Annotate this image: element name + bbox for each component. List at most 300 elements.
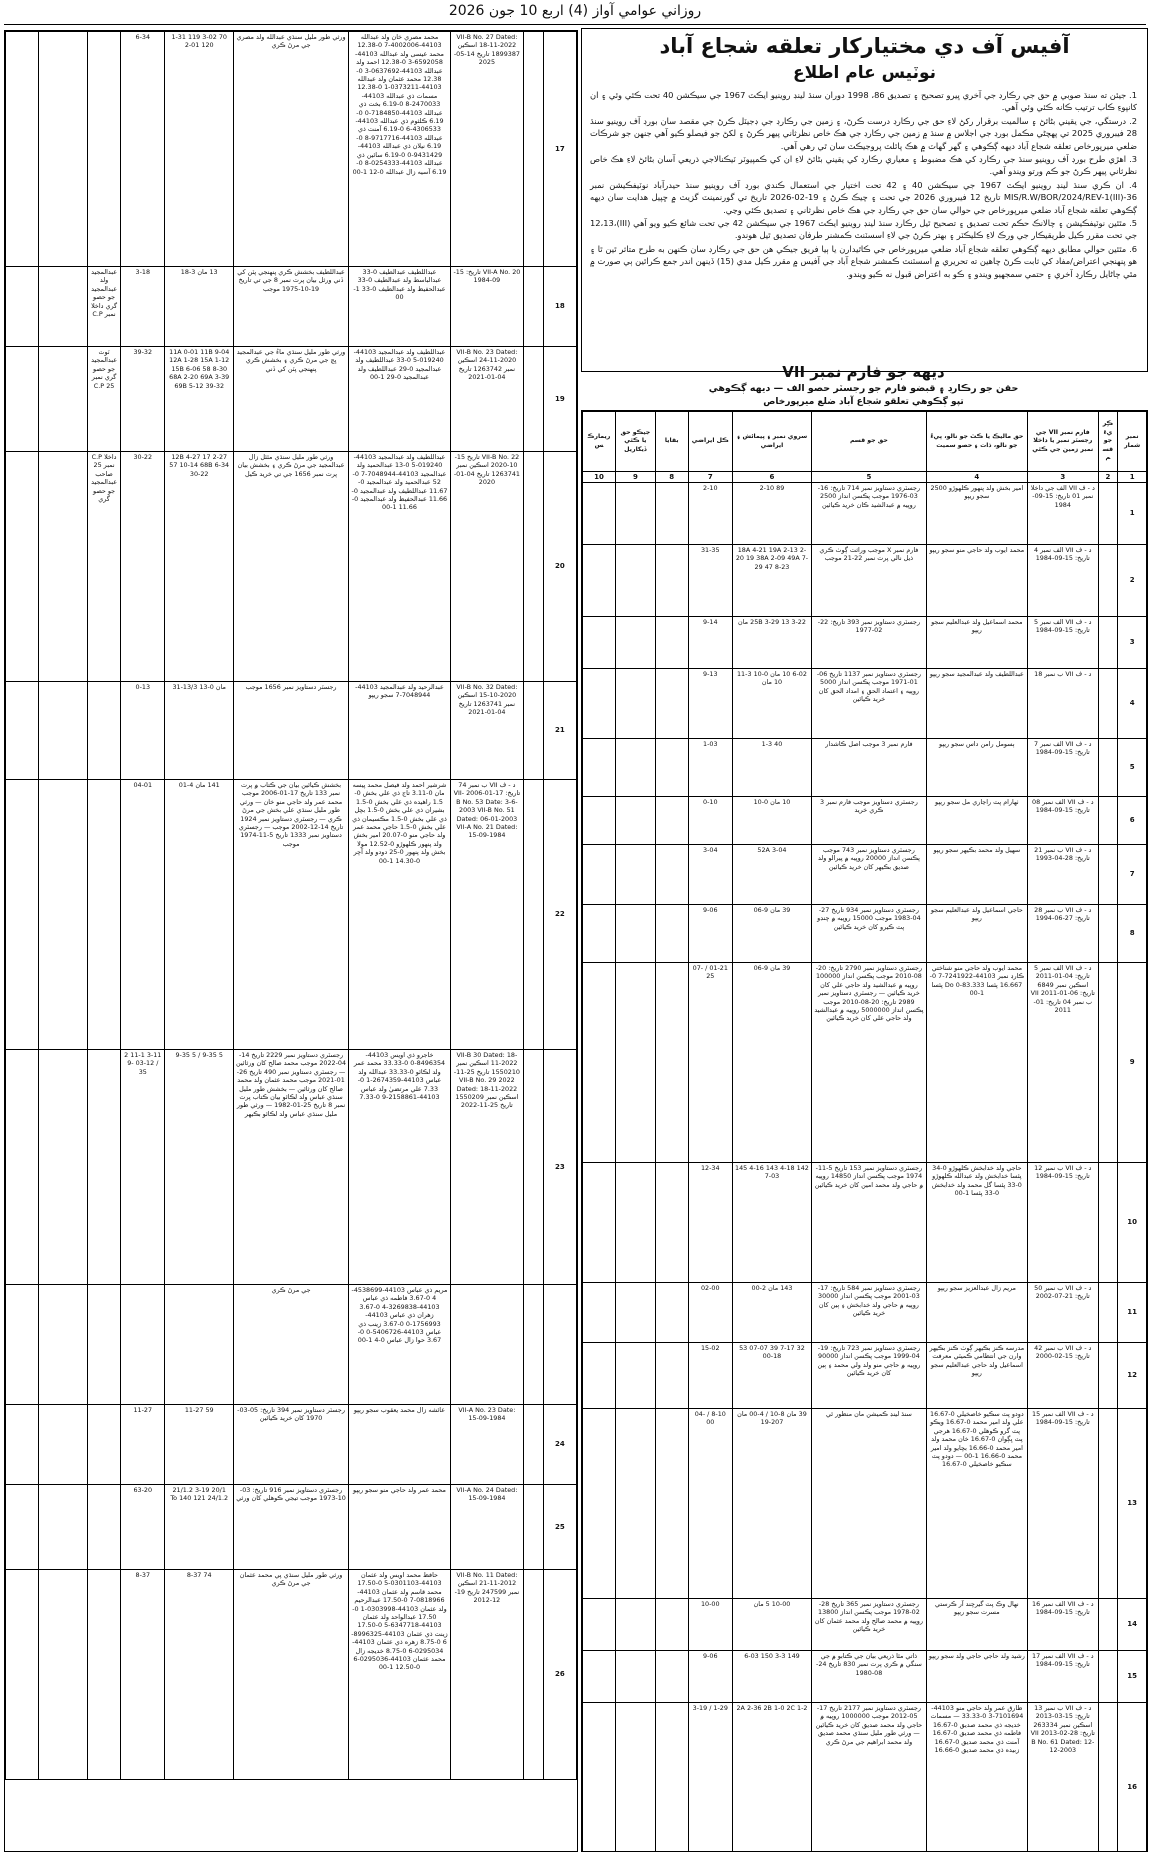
cell-col-9 bbox=[39, 682, 88, 780]
cell-area: 01-21 / 07-25 bbox=[688, 963, 732, 1163]
cell-survey: 40 1-3 bbox=[732, 739, 811, 797]
form-heading bbox=[581, 362, 1146, 409]
cell-right-type: رجسٽري دستاويز نمبر 916 تاريخ: 03-10-1973 موجب تيجي ڪوهلي کان ورثي bbox=[234, 1485, 349, 1570]
cell-col-9 bbox=[39, 1405, 88, 1485]
table-row bbox=[6, 1405, 577, 1485]
cell-col-2 bbox=[1098, 739, 1118, 797]
cell-col-8 bbox=[87, 682, 120, 780]
newspaper-masthead: روزاني عوامي آواز (4) اربع 10 جون 2026 bbox=[448, 3, 702, 19]
cell-remarks bbox=[583, 1703, 616, 1853]
cell-col-8 bbox=[655, 1283, 688, 1343]
column-number: 10 bbox=[583, 472, 616, 483]
cell-col-8: عبدالمجيد ولد عبدالمجيد جو حصو گري داخلا نمبر C.P bbox=[87, 267, 120, 347]
cell-col-8 bbox=[87, 1050, 120, 1285]
cell-col-2 bbox=[523, 1405, 543, 1485]
row-number: 5 bbox=[1118, 739, 1147, 797]
cell-right-type: سنڌ لينڊ ڪميشن مان منظور ٿي bbox=[812, 1409, 927, 1599]
table-row bbox=[583, 1343, 1147, 1409]
cell-remarks bbox=[6, 780, 39, 1050]
register-table-left bbox=[4, 30, 578, 1852]
cell-col-9 bbox=[616, 905, 656, 963]
cell-owner: مدرسه ڪنز بڪيهر ڳوٺ ڪنز بڪيهر وارن جي انتظامي ڪميٽي معرفت اسماعيل ولد حاجي عبدالعليم سجو ريپو bbox=[926, 1343, 1027, 1409]
cell-register-entry: VII-B No. 23 Dated: 24-11-2020 اسڪين نمبر 1263742 تاريخ 04-01-2021 bbox=[450, 347, 523, 452]
register-table bbox=[582, 411, 1147, 1852]
table-row bbox=[583, 483, 1147, 545]
cell-col-2 bbox=[523, 682, 543, 780]
cell-right-type: رجسٽري دستاويز نمبر 2177 تاريخ 17-05-2012 موجب 1000000 روپيه ۾ حاجي ولد محمد صديق کان خريد ڪيائين — ورثي طور مليل سنڌي محمد صديق ولد محمد ابراهيم جي مرڻ ڪري bbox=[812, 1703, 927, 1853]
cell-col-2 bbox=[523, 780, 543, 1050]
cell-area: 1-03 bbox=[688, 739, 732, 797]
row-number: 10 bbox=[1118, 1163, 1147, 1283]
cell-col-2 bbox=[523, 267, 543, 347]
form-title: ديهه جو فارم نمبر VII bbox=[782, 363, 945, 381]
cell-register-entry: د - ف VII ب نمبر 18 bbox=[1028, 669, 1099, 739]
cell-col-8 bbox=[655, 669, 688, 739]
row-number: 25 bbox=[543, 1485, 576, 1570]
cell-remarks bbox=[583, 483, 616, 545]
cell-area: 6-34 bbox=[121, 32, 165, 267]
row-number: 17 bbox=[543, 32, 576, 267]
cell-owner: مريم زال عبدالعزيز سجو ريپو bbox=[926, 1283, 1027, 1343]
column-header: ريمارڪس bbox=[583, 412, 616, 472]
cell-area: 2-10 bbox=[688, 483, 732, 545]
table-row bbox=[583, 845, 1147, 905]
cell-right-type: رجسٽري دستاويز نمبر 2229 تاريخ 14-04-2022 موجب محمد صالح کان ورثائين — رجسٽري دستاويز نمبر 490 تاريخ 26-01-2021 موجب محمد عثمان ولد محمد صالح کان ورثائين — بخشش طور مليل سنڌي عباس ولد لڪائو بيان ڪتاب پرت نمبر 8 تاريخ 25-01-1982 — ورثي طور مليل سنڌي عباس ولد لڪائو بڪيهر bbox=[234, 1050, 349, 1285]
cell-remarks bbox=[6, 1050, 39, 1285]
cell-col-2 bbox=[523, 1570, 543, 1780]
cell-survey: 149 3-3 150 6-03 bbox=[732, 1651, 811, 1703]
cell-col-9 bbox=[616, 963, 656, 1163]
cell-col-8 bbox=[655, 545, 688, 617]
notice-title: آفيس آف دي مختياركار تعلقه شجاع آباد bbox=[659, 34, 1070, 58]
cell-col-8 bbox=[87, 1405, 120, 1485]
row-number: 15 bbox=[1118, 1651, 1147, 1703]
row-number: 8 bbox=[1118, 905, 1147, 963]
row-number: 23 bbox=[543, 1050, 576, 1285]
cell-col-9 bbox=[616, 739, 656, 797]
cell-col-8 bbox=[87, 1485, 120, 1570]
cell-register-entry: VII-B No. 32 Dated: 15-10-2020 اسڪين نمبر 1263741 تاريخ 04-01-2021 bbox=[450, 682, 523, 780]
cell-col-2 bbox=[1098, 483, 1118, 545]
row-number: 22 bbox=[543, 780, 576, 1050]
column-header: نمبر شمار bbox=[1118, 412, 1147, 472]
cell-col-9 bbox=[39, 347, 88, 452]
cell-area: 3-11 11-1 2 / 03-12 9-35 bbox=[121, 1050, 165, 1285]
cell-col-9 bbox=[39, 452, 88, 682]
cell-survey: 89 2-10 bbox=[732, 483, 811, 545]
cell-area: 1-29 / 3-19 bbox=[688, 1703, 732, 1853]
cell-remarks bbox=[6, 1570, 39, 1780]
cell-register-entry: VII-B 30 Dated: 18-11-2022 اسڪين نمبر 1550210 تاريخ 25-11-2022 VII-B No. 29 Dated: 18-11-2022 اسڪين نمبر 1550209 تاريخ 25-11-2022 bbox=[450, 1050, 523, 1285]
cell-owner: حاجي اسماعيل ولد عبدالعليم سجو ريپو bbox=[926, 905, 1027, 963]
register-table-right bbox=[581, 410, 1148, 1852]
cell-col-8 bbox=[655, 845, 688, 905]
cell-register-entry: د - ف VII الف نمبر 16 تاريخ: 15-09-1984 bbox=[1028, 1599, 1099, 1651]
register-table-continued bbox=[5, 31, 577, 1780]
cell-owner: عبداللطيف ولد عبدالمجيد 44103-019240-5 0-33 عبداللطيف ولد عبدالمجيد 0-29 عبداللطيف ولد عبدالمجيد 0-29 1-00 bbox=[349, 347, 451, 452]
table-row bbox=[583, 963, 1147, 1163]
cell-col-2 bbox=[1098, 1651, 1118, 1703]
cell-right-type: رجسٽري دستاويز نمبر 365 تاريخ 28-02-1978 موجب پڪسن انداز 13800 روپيه ۾ محمد صالح ولد محمد عثمان کان خريد ڪيائين bbox=[812, 1599, 927, 1651]
cell-col-8 bbox=[87, 1570, 120, 1780]
cell-owner: عبداللطيف عبدالطيف 0-33 عبدالباسط ولد عبدالطيف 0-33 عبدالحفيظ ولد عبدالطيف 0-33 1-00 bbox=[349, 267, 451, 347]
column-number: 1 bbox=[1118, 472, 1147, 483]
cell-remarks bbox=[583, 1409, 616, 1599]
column-number: 7 bbox=[688, 472, 732, 483]
cell-remarks bbox=[6, 267, 39, 347]
cell-remarks bbox=[583, 1651, 616, 1703]
cell-survey: 59 11-27 bbox=[165, 1405, 234, 1485]
row-number: 13 bbox=[1118, 1409, 1147, 1599]
table-row bbox=[6, 1050, 577, 1285]
cell-area: 9-06 bbox=[688, 905, 732, 963]
row-number: 2 bbox=[1118, 545, 1147, 617]
table-row bbox=[6, 1485, 577, 1570]
cell-right-type: ورثي طور مليل سنڌي ماءُ جي عبدالمجيد ڀڄ جي مرڻ ڪري ۽ بخشش ڪري پنهنجي پٽن کي ڏني bbox=[234, 347, 349, 452]
cell-right-type: رجسٽري دستاويز نمبر 743 موجب پڪسن انداز 20000 روپيه ۾ پيرالو ولد صديق بڪيهر کان خريد ڪيائين bbox=[812, 845, 927, 905]
cell-right-type: فارم نمبر X موجب وراثت ڳوٺ ڪري ذيل نالي پرت نمبر 22-21 موجب bbox=[812, 545, 927, 617]
cell-survey: 18A 4-21 19A 2-13 2-20 19 38A 2-09 49A 7-29 47 8-23 bbox=[732, 545, 811, 617]
row-number: 7 bbox=[1118, 845, 1147, 905]
row-number: 6 bbox=[1118, 797, 1147, 845]
cell-col-2 bbox=[1098, 1409, 1118, 1599]
notice-paragraph: 2. درستگي، جي يقيني بڻائڻ ۽ سالميت برقرار رکڻ لاءِ حق جي رڪارڊ درست ڪرڻ، ۽ زمين جي رڪارڊ جي ڊجيٽل ڪرڻ جي مقصد سان بورڊ آف روينيو سنڌ 28 فيبروري 2025 تي پهچڻي مڪمل بورڊ جي اجلاس ۾ سنڌ ۾ زمين جي رڪارڊ جي هڪ خاص نظرثاني پيهر ڪرڻ ۽ لکڻ جو فيصلو ڪيو آهي جنهن جو شرڪات ضلعي ميرپورخاص تعلقه شجاع آباد ديهه ڳڪوهي ۽ گهر گهاٽ ۾ هڪ پائلٽ پروجيڪٽ سان ٿي رهي آهي. bbox=[590, 115, 1137, 151]
cell-col-2 bbox=[1098, 905, 1118, 963]
cell-col-8 bbox=[87, 32, 120, 267]
form-subtitle-1: حقن جو رڪارڊ ۽ قبضو فارم جو رجسٽر حصو الف — ديهه ڳڪوهي bbox=[708, 383, 1019, 394]
cell-survey: 20/1 3-19 21/1.2 24/1.2 121 To 140 bbox=[165, 1485, 234, 1570]
cell-register-entry: VII-B No. 27 Dated: 18-11-2022 اسڪين 1899387 تاريخ 14-05-2025 bbox=[450, 32, 523, 267]
cell-col-9 bbox=[616, 1343, 656, 1409]
cell-owner: نهال وڪ پٽ گيرچند آر ڪرستي مسرت سجو ريپو bbox=[926, 1599, 1027, 1651]
cell-col-2 bbox=[1098, 669, 1118, 739]
column-number: 9 bbox=[616, 472, 656, 483]
cell-col-8 bbox=[655, 963, 688, 1163]
cell-right-type: رجسٽر دستاويز نمبر 1656 موجب bbox=[234, 682, 349, 780]
cell-right-type: فارم نمبر 3 موجب اصل ڪاشدار bbox=[812, 739, 927, 797]
cell-right-type: رجسٽري دستاويز نمبر 584 تاريخ: 17-03-2001 موجب پڪسن انداز 30000 روپيه ۾ حاجي ولد خدابخش ۽ ٻين کان خريد ڪيائين bbox=[812, 1283, 927, 1343]
cell-owner: محمد ايوب ولد حاجي منو شناختي ڪارڊ نمبر 44103-7241922-7 0-16.667 پئسا Do 0-83.333 پئسا 1-00 bbox=[926, 963, 1027, 1163]
public-notice bbox=[581, 28, 1148, 372]
cell-survey: 74 8-37 bbox=[165, 1570, 234, 1780]
cell-col-9 bbox=[616, 797, 656, 845]
cell-owner: ظارق عمر ولد حاجي منو 44103-7101694-3 0-33.33 — مسمات خديجه ذي محمد صديق 0-16.67 فاطمه ذي محمد صديق 0-16.67 آمنت ذي محمد صديق 0-16.67 زبيده ذي محمد صديق 0-16.66 bbox=[926, 1703, 1027, 1853]
cell-col-2 bbox=[1098, 1599, 1118, 1651]
cell-remarks bbox=[583, 1599, 616, 1651]
cell-remarks bbox=[583, 1343, 616, 1409]
cell-owner: عبدالرحيد ولد عبدالمجيد 44103-7048944-7 سجو ريپو bbox=[349, 682, 451, 780]
cell-col-9 bbox=[616, 1283, 656, 1343]
cell-col-9 bbox=[616, 845, 656, 905]
cell-owner: حافظ محمد اويس ولد عثمان 44103-0301103-5 0-17.50 محمد قاسم ولد عثمان 44103-0818966-7 0-17.50 عبدالرحيم ولد عثمان 44103-0303998-1 0-17.50 عبدالواحد ولد عثمان 44103-6347718-5 0-17.50 زينت ذي عثمان 44103-8996325-6 0-8.75 زهره ذي عثمان 44103-0295034-6 0-8.75 خديجه زال محمد عثمان 44103-0295036-6 0-12.50 1-00 bbox=[349, 1570, 451, 1780]
cell-col-2 bbox=[1098, 1283, 1118, 1343]
cell-col-8 bbox=[655, 1163, 688, 1283]
cell-survey: 143 مان 2-00 bbox=[732, 1283, 811, 1343]
cell-owner: محمد ايوب ولد حاجي منو سجو ريپو bbox=[926, 545, 1027, 617]
cell-area: 31-35 bbox=[688, 545, 732, 617]
cell-owner: محمد اسماعيل ولد عبدالعليم سجو ريپو bbox=[926, 617, 1027, 669]
cell-area: 15-02 bbox=[688, 1343, 732, 1409]
cell-remarks bbox=[583, 905, 616, 963]
cell-remarks bbox=[583, 669, 616, 739]
cell-owner: خاجرو ذي اويس 44103-8496354-0 0-33.33 محمد عمر ولد لڪائو 0-33.33 عبدالله ولد عباس 44103-2674359-1 0-7.33 علي مرتضيٰ ولد عباس 44103-2158861-9 0-7.33 bbox=[349, 1050, 451, 1285]
cell-survey: 10-00 5 مان bbox=[732, 1599, 811, 1651]
cell-register-entry: د - ف VII الف نمبر 17 تاريخ: 15-09-1984 bbox=[1028, 1651, 1099, 1703]
notice-subtitle: نوٽيس عام اطلاع bbox=[792, 63, 937, 83]
cell-col-9 bbox=[616, 669, 656, 739]
cell-register-entry: VII-A No. 20 تاريخ: 15-09-1984 bbox=[450, 267, 523, 347]
cell-col-9 bbox=[39, 1050, 88, 1285]
table-row bbox=[583, 617, 1147, 669]
cell-col-2 bbox=[1098, 1343, 1118, 1409]
cell-area: 11-27 bbox=[121, 1405, 165, 1485]
row-number: 18 bbox=[543, 267, 576, 347]
cell-col-9 bbox=[39, 267, 88, 347]
row-number: 12 bbox=[1118, 1343, 1147, 1409]
table-row bbox=[583, 739, 1147, 797]
cell-col-2 bbox=[523, 452, 543, 682]
cell-col-2 bbox=[1098, 617, 1118, 669]
table-row bbox=[6, 682, 577, 780]
cell-col-2 bbox=[523, 1285, 543, 1405]
row-number: 1 bbox=[1118, 483, 1147, 545]
cell-survey: مان 0-13 13/3-31 bbox=[165, 682, 234, 780]
cell-area: 0-10 bbox=[688, 797, 732, 845]
cell-survey bbox=[165, 1285, 234, 1405]
cell-owner: عبداللطيف ولد عبدالمجيد 44103-019240-5 0-13 عبدالحميد ولد عبدالمجيد 44103-7048944-7 0-52 عبدالحميد ولد عبدالمجيد 0-11.67 عبداللطيف ولد عبدالمجيد 0-11.66 عبدالحفيظ ولد عبدالمجيد 0-11.66 1-00 bbox=[349, 452, 451, 682]
cell-remarks bbox=[583, 963, 616, 1163]
cell-owner: سهيل ولد محمد بڪيهر سجو ريپو bbox=[926, 845, 1027, 905]
cell-survey: 39 مان 9-06 bbox=[732, 905, 811, 963]
cell-area: 39-32 bbox=[121, 347, 165, 452]
table-row bbox=[583, 1703, 1147, 1853]
cell-right-type: رجسٽري دستاويز نمبر 723 تاريخ: 19-04-1999 موجب پڪسن انداز 90000 روپيه ۾ حاجي منو ولد ولي محمد ۽ ٻين کان خريد ڪيائين bbox=[812, 1343, 927, 1409]
column-header: بقايا bbox=[655, 412, 688, 472]
cell-survey: 3-04 52A bbox=[732, 845, 811, 905]
cell-col-8 bbox=[655, 1599, 688, 1651]
column-header: جيڪو حق يا ڪٿي ڏيکاريل bbox=[616, 412, 656, 472]
cell-survey: 70 3-02 119 1-31 120 2-01 bbox=[165, 32, 234, 267]
table-row bbox=[583, 905, 1147, 963]
column-header: فارم نمبر VII جي رجسٽر نمبر يا داخلا نمبر زمين جي ڪٿي bbox=[1028, 412, 1099, 472]
cell-owner: دودو پٽ سڪيو خاصخيلي 0-16.67 علي ولد امير محمد 0-16.67 ويڪو پٽ گرو ڪوهلي 0-16.67 هرجي پٽ ڀڳوان 0-16.67 خان محمد ولد امير محمد 0-16.66 بچايو ولد امير محمد 0-16.66 1-00 — دودو پٽ سڪيو خاصخيلي 0-16.67 bbox=[926, 1409, 1027, 1599]
cell-survey: 39 مان 8-10 / 4-00 مان 207-19 bbox=[732, 1409, 811, 1599]
column-number: 5 bbox=[812, 472, 927, 483]
cell-remarks bbox=[583, 617, 616, 669]
notice-paragraph: 4. ان ڪري سنڌ لينڊ روينيو ايڪٽ 1967 جي سيڪشن 40 ۽ 42 تحت اختيار جي استعمال ڪندي بورڊ آف روينيو سنڌ حيدرآباد نوٽيفڪيشن نمبر MIS/R.W/BOR/2024/REV-1(III)-36 تاريخ 12 فيبروري 2026 جي تحت ۽ چيڪ ڪرڻ ۽ 19-02-2026 تاريخ تي گورنمينٽ گزيٽ ۾ ڇپيل هدايت سان ديهه ڳڪوهي تعلقه شجاع آباد ضلعي ميرپورخاص جي حوالي سان حق جي رڪارڊ جي هڪ خاص نظرثاني ۽ تصديق ڪئي وڃي. bbox=[590, 179, 1137, 215]
cell-col-9 bbox=[616, 545, 656, 617]
cell-col-8 bbox=[655, 797, 688, 845]
cell-col-2 bbox=[1098, 797, 1118, 845]
cell-register-entry: د - ف VII الف نمبر 4 تاريخ: 15-09-1984 bbox=[1028, 545, 1099, 617]
cell-area: 12-34 bbox=[688, 1163, 732, 1283]
cell-right-type: ذاتي مٿا ذريعي بيان جي ڪتابو ۾ جي سنگي ۾ ڪري پرت نمبر 830 تاريخ 24-08-1980 bbox=[812, 1651, 927, 1703]
cell-right-type: رجسٽر دستاويز نمبر 394 تاريخ: 05-03-1970 کان خريد ڪيائين bbox=[234, 1405, 349, 1485]
cell-survey: 6-02 10 مان 0-10 3-11 10 مان bbox=[732, 669, 811, 739]
cell-survey: 10 مان 0-10 bbox=[732, 797, 811, 845]
table-row bbox=[583, 1651, 1147, 1703]
cell-owner: محمد مصري خان ولد عبدالله 44103-4002006-7 0-12.38 محمد عيسى ولد عبدالله 44103-6592058-3 0-12.38 احمد ولد عبدالله 44103-0637692-3 0-12.38 محمد عثمان ولد عبدالله 44103-0373211-1 0-12.38 مسمات ذي عبدالله 44103-2470033-8 0-6.19 بخت ذي عبدالله 44103-7184850-0 0-6.19 ڪلثوم ذي عبدالله 44103-4306533-6 0-6.19 آمنت ذي عبدالله 44103-9717716-8 0-6.19 نيلان ذي عبدالله 44103-9431429-0 0-6.19 سائين ذي عبدالله 44103-0254333-8 0-6.19 آسيه زال عبدالله 0-12 1-00 bbox=[349, 32, 451, 267]
cell-col-9 bbox=[39, 780, 88, 1050]
cell-col-2 bbox=[1098, 963, 1118, 1163]
cell-register-entry: VII-B No. 11 Dated: 21-11-2012 اسڪين نمبر 247599 تاريخ 19-12-2012 bbox=[450, 1570, 523, 1780]
cell-col-8: ٽوٽ عبدالمجيد جو حصو گري نمبر 25 C.P bbox=[87, 347, 120, 452]
cell-col-9 bbox=[39, 1285, 88, 1405]
cell-right-type: رجسٽري دستاويز نمبر 153 تاريخ 5-11-1974 موجب پڪسن انداز 14850 روپيه ۾ حاجي ولد محمد امين کان خريد ڪيائين bbox=[812, 1163, 927, 1283]
cell-col-9 bbox=[616, 1703, 656, 1853]
cell-register-entry: VII-A No. 24 Dated: 15-09-1984 bbox=[450, 1485, 523, 1570]
cell-col-8 bbox=[655, 483, 688, 545]
cell-col-2 bbox=[523, 1485, 543, 1570]
table-row bbox=[6, 1285, 577, 1405]
cell-col-9 bbox=[39, 1485, 88, 1570]
cell-col-8 bbox=[655, 617, 688, 669]
row-number: 9 bbox=[1118, 963, 1147, 1163]
cell-col-8 bbox=[655, 739, 688, 797]
cell-col-2 bbox=[523, 1050, 543, 1285]
cell-remarks bbox=[6, 682, 39, 780]
cell-owner: ٺهارام پٽ راڃاري مل سجو ريپو bbox=[926, 797, 1027, 845]
cell-col-9 bbox=[39, 32, 88, 267]
table-row bbox=[583, 1409, 1147, 1599]
cell-register-entry: د - ف VII ب نمبر 12 تاريخ: 15-09-1984 bbox=[1028, 1163, 1099, 1283]
cell-right-type: رجسٽري دستاويز نمبر 393 تاريخ: 22-02-1977 bbox=[812, 617, 927, 669]
cell-col-2 bbox=[1098, 545, 1118, 617]
table-row bbox=[6, 1570, 577, 1780]
cell-register-entry: د - ف VII الف نمبر 7 تاريخ: 15-09-1984 bbox=[1028, 739, 1099, 797]
cell-area bbox=[121, 1285, 165, 1405]
table-row bbox=[583, 797, 1147, 845]
notice-paragraph: 3. اهڙي طرح بورڊ آف روينيو سنڌ جي رڪارڊ کي هڪ مضبوط ۽ معياري رڪارڊ کي يقيني بڻائڻ لاءِ ان کي ڪمپيوٽر ٽيڪنالاجي ذريعي آسان بڻائڻ لاءِ هڪ خاص نظرثاني پيهر ڪرڻ جو ڪم ورتو ويندو آهي. bbox=[590, 154, 1137, 177]
cell-owner: مريم ذي عباس 44103-4538699-4 0-3.67 فاطمه ذي عباس 44103-3269838-4 0-3.67 زهران ذي عباس 44103-1756993-0 0-3.67 زينب ذي عباس 44103-5406726-0 0-3.67 حوا زال عباس 0-4 1-00 bbox=[349, 1285, 451, 1405]
column-header: ڪل ايراضي bbox=[688, 412, 732, 472]
column-number: 8 bbox=[655, 472, 688, 483]
table-row bbox=[583, 1283, 1147, 1343]
cell-survey: 12B 4-27 17 2-27 57 10-14 68B 6-34 30-22 bbox=[165, 452, 234, 682]
column-number: 3 bbox=[1028, 472, 1099, 483]
cell-area: 0-13 bbox=[121, 682, 165, 780]
cell-col-9 bbox=[616, 1651, 656, 1703]
cell-register-entry: د - ف VII ب نمبر 42 تاريخ: 15-02-2000 bbox=[1028, 1343, 1099, 1409]
cell-right-type: رجسٽري دستاويز نمبر 2790 تاريخ: 20-08-2010 موجب پڪسن انداز 100000 روپيه ۾ عبدالشيد ولد حاجي علي کان خريد ڪيائين — رجسٽري دستاويز نمبر 2989 تاريخ: 20-08-2010 موجب پڪسن انداز 5000000 روپيه ۾ عبدالشيد ولد حاجي علي کان خريد ڪيائين bbox=[812, 963, 927, 1163]
cell-col-8 bbox=[655, 1703, 688, 1853]
cell-remarks bbox=[6, 1485, 39, 1570]
cell-area: 3-18 bbox=[121, 267, 165, 347]
cell-col-8 bbox=[655, 905, 688, 963]
cell-remarks bbox=[6, 452, 39, 682]
row-number: 19 bbox=[543, 347, 576, 452]
cell-area: 3-04 bbox=[688, 845, 732, 905]
cell-survey: 39 مان 9-06 bbox=[732, 963, 811, 1163]
cell-col-8 bbox=[87, 1285, 120, 1405]
column-number: 2 bbox=[1098, 472, 1118, 483]
table-row bbox=[6, 780, 577, 1050]
cell-col-8 bbox=[655, 1651, 688, 1703]
cell-col-8 bbox=[87, 780, 120, 1050]
form-subtitle-2: تپو ڳڪوهي تعلقو شجاع آباد ضلع ميرپورخاص bbox=[763, 397, 964, 407]
cell-col-9 bbox=[616, 1163, 656, 1283]
cell-survey: 2A 2-36 2B 1-0 2C 1-2 bbox=[732, 1703, 811, 1853]
table-row bbox=[583, 545, 1147, 617]
cell-area: 8-10 / 04-00 bbox=[688, 1409, 732, 1599]
cell-area: 8-37 bbox=[121, 1570, 165, 1780]
cell-owner: عائشه زال محمد يعقوب سجو ريپو bbox=[349, 1405, 451, 1485]
cell-register-entry: د - ف VII الف نمبر 08 تاريخ: 15-09-1984 bbox=[1028, 797, 1099, 845]
cell-owner: محمد عمر ولد حاجي منو سجو ريپو bbox=[349, 1485, 451, 1570]
cell-right-type: رجسٽري دستاويز نمبر 934 تاريخ 27-04-1983 موجب 15000 روپيه ۾ چنڊو پٽ ڪيرو کان خريد ڪيائين bbox=[812, 905, 927, 963]
notice-paragraphs bbox=[582, 89, 1147, 280]
cell-col-9 bbox=[616, 1599, 656, 1651]
cell-owner: ٻسومل رامن داس سجو ريپو bbox=[926, 739, 1027, 797]
cell-area: 9-06 bbox=[688, 1651, 732, 1703]
column-number: 4 bbox=[926, 472, 1027, 483]
cell-area: 10-00 bbox=[688, 1599, 732, 1651]
cell-register-entry: د - ف VII الف نمبر 5 تاريخ: 15-09-1984 bbox=[1028, 617, 1099, 669]
cell-col-2 bbox=[523, 347, 543, 452]
cell-register-entry: د - ف VII الف جي داخلا نمبر 01 تاريخ: 15-09-1984 bbox=[1028, 483, 1099, 545]
cell-register-entry: د - ف VII ب نمبر 21 تاريخ: 28-04-1993 bbox=[1028, 845, 1099, 905]
row-number: 21 bbox=[543, 682, 576, 780]
row-number bbox=[543, 1285, 576, 1405]
column-number: 6 bbox=[732, 472, 811, 483]
cell-remarks bbox=[583, 1283, 616, 1343]
cell-survey: 3-22 25B 3-29 13 مان bbox=[732, 617, 811, 669]
cell-col-8 bbox=[655, 1409, 688, 1599]
notice-paragraph: 5. مٿئين نوٽيفڪيشن ۽ چالانڪ حڪم تحت تصديق ۽ تصحيح ٿيل رڪارڊ سنڌ لينڊ روينيو ايڪٽ 1967 جي سيڪشن 42 جي تحت شائع ڪيو ويو آهي (III)،12،13 جي تحت مقرر ڪيل طريقيڪار جي ورڪ لاءِ ڪليڪٽر ۽ بهتر ڪرڻ جي لاءِ اسسٽنٽ ڪمشنر طرفان تصديق ٿيل هوندو. bbox=[590, 218, 1137, 241]
table-row bbox=[6, 32, 577, 267]
cell-right-type: جي مرڻ ڪري bbox=[234, 1285, 349, 1405]
cell-area: 04-01 bbox=[121, 780, 165, 1050]
cell-col-9 bbox=[616, 483, 656, 545]
row-number: 16 bbox=[1118, 1703, 1147, 1853]
cell-remarks bbox=[6, 1405, 39, 1485]
cell-col-8 bbox=[655, 1343, 688, 1409]
cell-register-entry: د - ف VII الف نمبر 5 تاريخ: 04-01-2011 اسڪين نمبر 6849 تاريخ: 06-01-2011 VII ب نمبر 04 تاريخ: 01-2011 bbox=[1028, 963, 1099, 1163]
table-row bbox=[6, 267, 577, 347]
cell-survey: 32 7-17 39 07-07 53 00-18 bbox=[732, 1343, 811, 1409]
cell-owner: حاجي ولد خدابخش ڪلهوڙو 0-34 پئسا خدابخش ولد عبدالله ڪلهوڙو 0-33 پئسا گل محمد ولد خدابخش 0-33 پئسا 1-00 bbox=[926, 1163, 1027, 1283]
cell-col-8: داخلا C.P نمبر 25 صاحب عبدالمجيد جو حصو گري bbox=[87, 452, 120, 682]
cell-owner: امير بخش ولد پنهور ڪلهوڙو 2500 سجو ريپو bbox=[926, 483, 1027, 545]
cell-col-2 bbox=[1098, 1163, 1118, 1283]
cell-survey: 5 9-35 / 5 9-35 bbox=[165, 1050, 234, 1285]
row-number: 20 bbox=[543, 452, 576, 682]
cell-owner: شرشير احمد ولد فيصل محمد پيسه مان 0-3.11 تاج ذي علي بخش 0-1.5 راهيده ذي علي بخش 0-1.5 بشيران ذي علي بخش 0-1.5 بچل ذي علي بخش 0-1.5 مڪسيمان ذي علي بخش 0-1.5 حاجي محمد عمر ولد حاجي منو 0-20.07 امير بخش ولد پنهور ڪلهوڙو 0-12.52 مولا بخش ولد پنهور 0-25 دودو ولد آچر 0-14.30 1-00 bbox=[349, 780, 451, 1050]
cell-col-9 bbox=[616, 1409, 656, 1599]
cell-register-entry: د - ف VII ب نمبر 28 تاريخ: 27-06-1994 bbox=[1028, 905, 1099, 963]
row-number: 24 bbox=[543, 1405, 576, 1485]
cell-owner: رشيد ولد حاجي حاجي ولد سجو ريپو bbox=[926, 1651, 1027, 1703]
table-row bbox=[583, 669, 1147, 739]
notice-paragraph: 6. مٿئين حوالي مطابق ديهه ڳڪوهي تعلقه شجاع آباد ضلعي ميرپورخاص جي ڪاٿيدارن يا ٻيا فريق جيڪي هن حق جي رڪارڊ سان ڪنهن به طرح متاثر ٿين ٿا ۽ هو پنهنجي اعتراض/مفاد کي ثابت ڪرڻ چاهين ته تحريري ۾ اسسٽنٽ ڪمشنر شجاع آباد جي آفيس ۾ مقرر ڪيل مدي (15) ڏينهن اندر جمع ڪرائين ٻي صورت ۾ مٿي ڄاڻايل رڪارڊ آخري ۽ حتمي سمجهيو ويندو ۽ ڪو به اعتراض قبول نه ڪيو ويندو. bbox=[590, 243, 1138, 279]
cell-right-type: ورثي طور مليل سنڌي پي محمد عثمان جي مرڻ ڪري bbox=[234, 1570, 349, 1780]
row-number: 11 bbox=[1118, 1283, 1147, 1343]
cell-area: 9-14 bbox=[688, 617, 732, 669]
cell-col-9 bbox=[39, 1570, 88, 1780]
cell-col-2 bbox=[1098, 845, 1118, 905]
cell-right-type: رجسٽري دستاويز موجب فارم نمبر 3 ڪري خريد bbox=[812, 797, 927, 845]
masthead-rule bbox=[4, 24, 1146, 25]
column-header: سروي نمبر ۽ پيمائش ۽ ايراضي bbox=[732, 412, 811, 472]
cell-area: 9-13 bbox=[688, 669, 732, 739]
cell-remarks bbox=[583, 545, 616, 617]
table-row bbox=[583, 1163, 1147, 1283]
cell-survey: 13 مان 3-18 bbox=[165, 267, 234, 347]
cell-remarks bbox=[583, 739, 616, 797]
cell-area: 30-22 bbox=[121, 452, 165, 682]
cell-register-entry: د - ف VII ب نمبر 13 تاريخ: 15-03-2013 اسڪين نمبر 263334 تاريخ: 28-02-2013 VII B No. 61 Dated: 12-12-2003 bbox=[1028, 1703, 1099, 1853]
row-number: 4 bbox=[1118, 669, 1147, 739]
